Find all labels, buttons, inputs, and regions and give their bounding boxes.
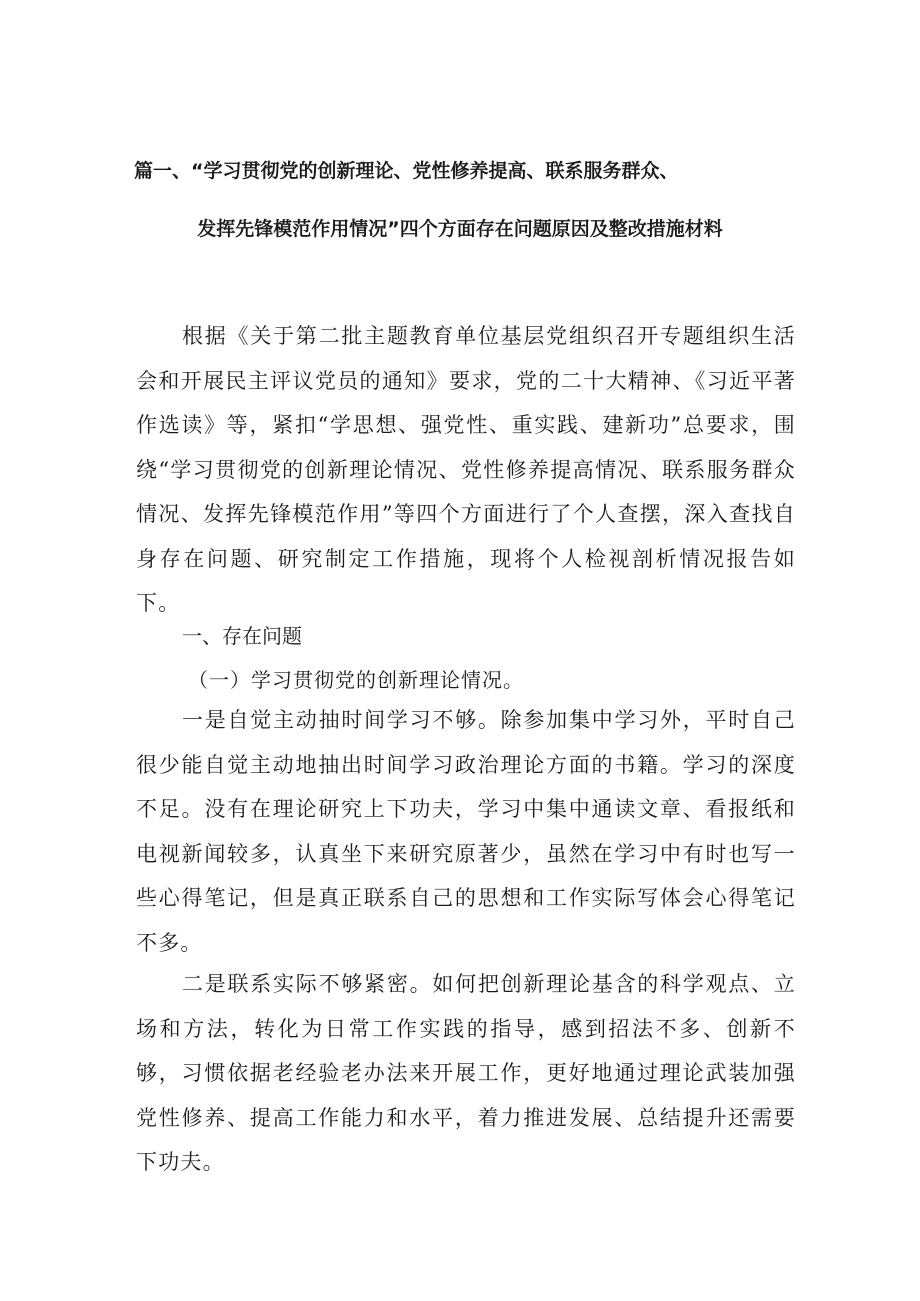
- intro-paragraph-block: [136, 314, 796, 626]
- subsection-heading-theory: （一）学习贯彻党的创新理论情况。: [188, 668, 524, 692]
- document-title-line-2: 发挥先锋模范作用情况”四个方面存在问题原因及整改措施材料: [197, 218, 723, 240]
- section-heading-problems: 一、存在问题: [182, 624, 302, 648]
- document-title-line-1: 篇一、“学习贯彻党的创新理论、党性修养提高、联系服务群众、: [134, 160, 679, 182]
- intro-paragraph: 根据《关于第二批主题教育单位基层党组织召开专题组织生活会和开展民主评议党员的通知》要求，党的二十大精神、《习近平著作选读》等，紧扣“学思想、强党性、重实践、建新功”总要求，围绕“学习贯彻党的创新理论情况、党性修养提高情况、联系服务群众情况、发挥先锋模范作用”等四个方面进行了个人查摆，深入查找自身存在问题、研究制定工作措施，现将个人检视剖析情况报告如下。: [136, 324, 796, 615]
- paragraph-two-block: [136, 962, 796, 1185]
- paragraph-two: 二是联系实际不够紧密。如何把创新理论基含的科学观点、立场和方法，转化为日常工作实践的指导，感到招法不多、创新不够，习惯依据老经验老办法来开展工作，更好地通过理论武装加强党性修养、提高工作能力和水平，着力推进发展、总结提升还需要下功夫。: [136, 972, 796, 1174]
- paragraph-one-block: [136, 698, 796, 965]
- paragraph-one: 一是自觉主动抽时间学习不够。除参加集中学习外，平时自己很少能自觉主动地抽出时间学习政治理论方面的书籍。学习的深度不足。没有在理论研究上下功夫，学习中集中通读文章、看报纸和电视新闻较多，认真坐下来研究原著少，虽然在学习中有时也写一些心得笔记，但是真正联系自己的思想和工作实际写体会心得笔记不多。: [136, 708, 796, 955]
